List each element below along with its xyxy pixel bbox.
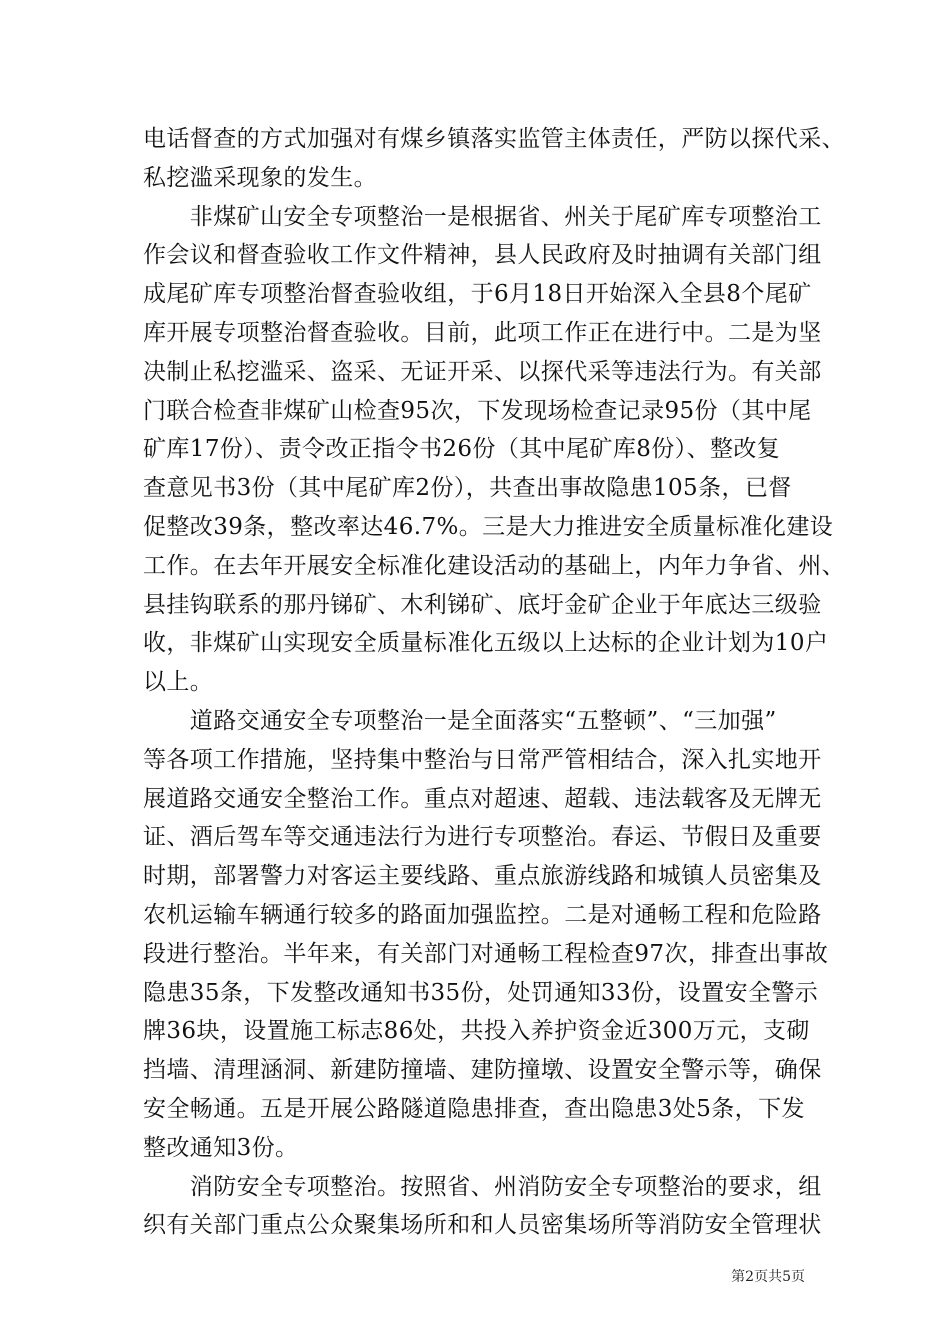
text-line: 非煤矿山安全专项整治一是根据省、州关于尾矿库专项整治工	[143, 203, 822, 230]
text-line: 农机运输车辆通行较多的路面加强监控。二是对通畅工程和危险路	[143, 901, 822, 928]
document-body	[143, 120, 845, 1245]
text-line: 证、酒后驾车等交通违法行为进行专项整治。春运、节假日及重要	[143, 824, 822, 851]
text-line: 等各项工作措施，坚持集中整治与日常严管相结合，深入扎实地开	[143, 746, 822, 773]
text-line: 消防安全专项整治。按照省、州消防安全专项整治的要求，组	[143, 1173, 822, 1200]
text-line: 成尾矿库专项整治督查验收组，于6月18日开始深入全县8个尾矿	[143, 281, 812, 308]
text-line: 县挂钩联系的那丹锑矿、木利锑矿、底圩金矿企业于年底达三级验	[143, 591, 822, 618]
text-line: 门联合检查非煤矿山检查95次，下发现场检查记录95份（其中尾	[143, 397, 812, 424]
text-line: 电话督查的方式加强对有煤乡镇落实监管主体责任，严防以探代采、	[143, 126, 845, 152]
text-line: 收，非煤矿山实现安全质量标准化五级以上达标的企业计划为10户	[143, 630, 829, 657]
text-line: 时期，部署警力对客运主要线路、重点旅游线路和城镇人员密集及	[143, 863, 822, 890]
text-line: 私挖滥采现象的发生。	[143, 164, 377, 191]
text-line: 以上。	[143, 669, 214, 696]
text-line: 矿库17份）、责令改正指令书26份（其中尾矿库8份）、整改复	[143, 436, 781, 463]
text-line: 织有关部门重点公众聚集场所和和人员密集场所等消防安全管理状	[143, 1212, 822, 1239]
text-line: 牌36块，设置施工标志86处，共投入养护资金近300万元，支砌	[143, 1018, 810, 1045]
text-line: 库开展专项整治督查验收。目前，此项工作正在进行中。二是为坚	[143, 319, 822, 346]
text-line: 整改通知3份。	[143, 1134, 299, 1161]
text-line: 促整改39条，整改率达46.7%。三是大力推进安全质量标准化建设	[143, 513, 834, 540]
text-line: 查意见书3份（其中尾矿库2份），共查出事故隐患105条，已督	[143, 475, 792, 502]
text-line: 隐患35条，下发整改通知书35份，处罚通知33份，设置安全警示	[143, 979, 819, 1006]
text-line: 道路交通安全专项整治一是全面落实“五整顿”、“三加强”	[143, 707, 777, 734]
text-line: 作会议和督查验收工作文件精神，县人民政府及时抽调有关部门组	[143, 242, 822, 269]
page-number: 第2页共5页	[731, 1269, 805, 1285]
text-line: 段进行整治。半年来，有关部门对通畅工程检查97次，排查出事故	[143, 940, 829, 967]
text-line: 安全畅通。五是开展公路隧道隐患排查，查出隐患3处5条，下发	[143, 1095, 805, 1122]
text-line: 挡墙、清理涵洞、新建防撞墙、建防撞墩、设置安全警示等，确保	[143, 1057, 822, 1084]
text-line: 工作。在去年开展安全标准化建设活动的基础上，内年力争省、州、	[143, 552, 845, 579]
text-line: 展道路交通安全整治工作。重点对超速、超载、违法载客及无牌无	[143, 785, 822, 812]
text-line: 决制止私挖滥采、盗采、无证开采、以探代采等违法行为。有关部	[143, 358, 822, 385]
